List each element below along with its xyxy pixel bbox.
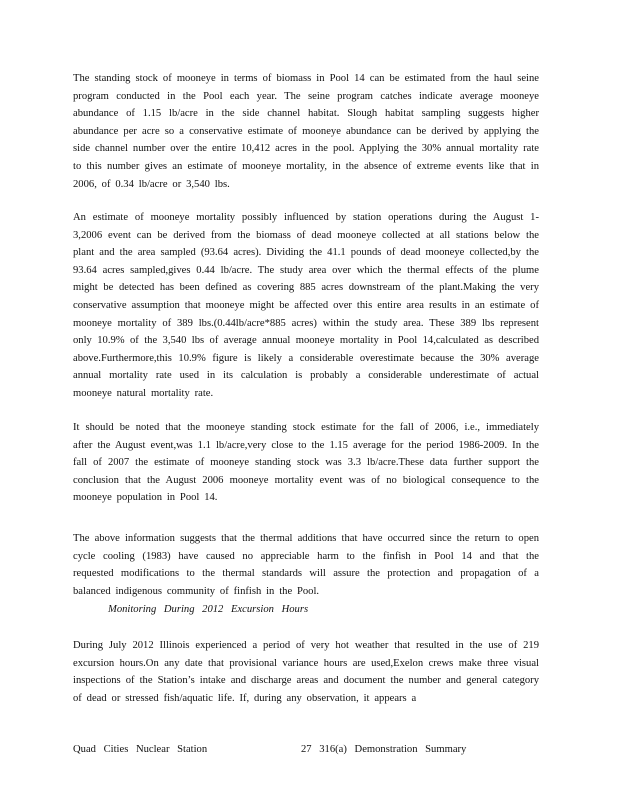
- paragraph-standing-stock-fall-2006: It should be noted that the mooneye standing stock estimate for the fall of 2006, i.e., immediately after the August event,was 1.1 lb/acre,very close to the 1.15 average for the period 1986-2009. In the fall of 2007 the estimate of mooneye standing stock was 3.3 lb/acre.These data further support the conclusion that the August 2006 mooneye mortality event was of no biological consequence to the mooneye population in Pool 14.: [73, 422, 539, 504]
- footer-station-name: Quad Cities Nuclear Station: [73, 744, 208, 755]
- footer-page-title: 27 316(a) Demonstration Summary: [301, 744, 467, 755]
- paragraph-july-2012-excursion: During July 2012 Illinois experienced a period of very hot weather that resulted in the use of 219 excursion hours.On any date that provisional variance hours are used,Exelon crews make three visual inspections of the Station’s intake and discharge areas and document the number and general category of dead or stressed fish/aquatic life. If, during any observation, it appears a: [73, 640, 539, 704]
- paragraph-mooneye-standing-stock: The standing stock of mooneye in terms of biomass in Pool 14 can be estimated from the haul seine program conducted in the Pool each year. The seine program catches indicate average mooneye abundance of 1.15 lb/acre in the side channel habitat. Slough habitat sampling suggests higher abundance per acre so a conservative estimate of mooneye abundance can be derived by applying the side channel number over the entire 10,412 acres in the pool. Applying the 30% annual mortality rate to this number gives an estimate of mooneye mortality, in the absence of extreme events like that in 2006, of 0.34 lb/acre or 3,540 lbs.: [73, 73, 539, 190]
- section-heading: Monitoring During 2012 Excursion Hours: [108, 604, 309, 615]
- paragraph-thermal-additions-conclusion: The above information suggests that the thermal additions that have occurred since the return to open cycle cooling (1983) have caused no appreciable harm to the finfish in Pool 14 and that the requested modifications to the thermal standards will assure the protection and propagation of a balanced indigenous community of finfish in the Pool.: [73, 533, 539, 597]
- paragraph-mooneye-mortality-estimate: An estimate of mooneye mortality possibly influenced by station operations during the August 1-3,2006 event can be derived from the biomass of dead mooneye collected at all stations below the plant and the area sampled (93.64 acres). Dividing the 41.1 pounds of dead mooneye collected,by the 93.64 acres sampled,gives 0.44 lb/acre. The study area over which the thermal effects of the plume might be detected has been defined as covering 885 acres downstream of the plant.Making the very conservative assumption that mooneye might be affected over this entire area results in an estimate of mooneye mortality of 389 lbs.(0.44lb/acre*885 acres) within the study area. These 389 lbs represent only 10.9% of the 3,540 lbs of average annual mooneye mortality in Pool 14,calculated as described above.Furthermore,this 10.9% figure is likely a considerable overestimate because the 30% average annual mortality rate used in its calculation is probably a considerable underestimate of actual mooneye natural mortality rate.: [73, 212, 539, 399]
